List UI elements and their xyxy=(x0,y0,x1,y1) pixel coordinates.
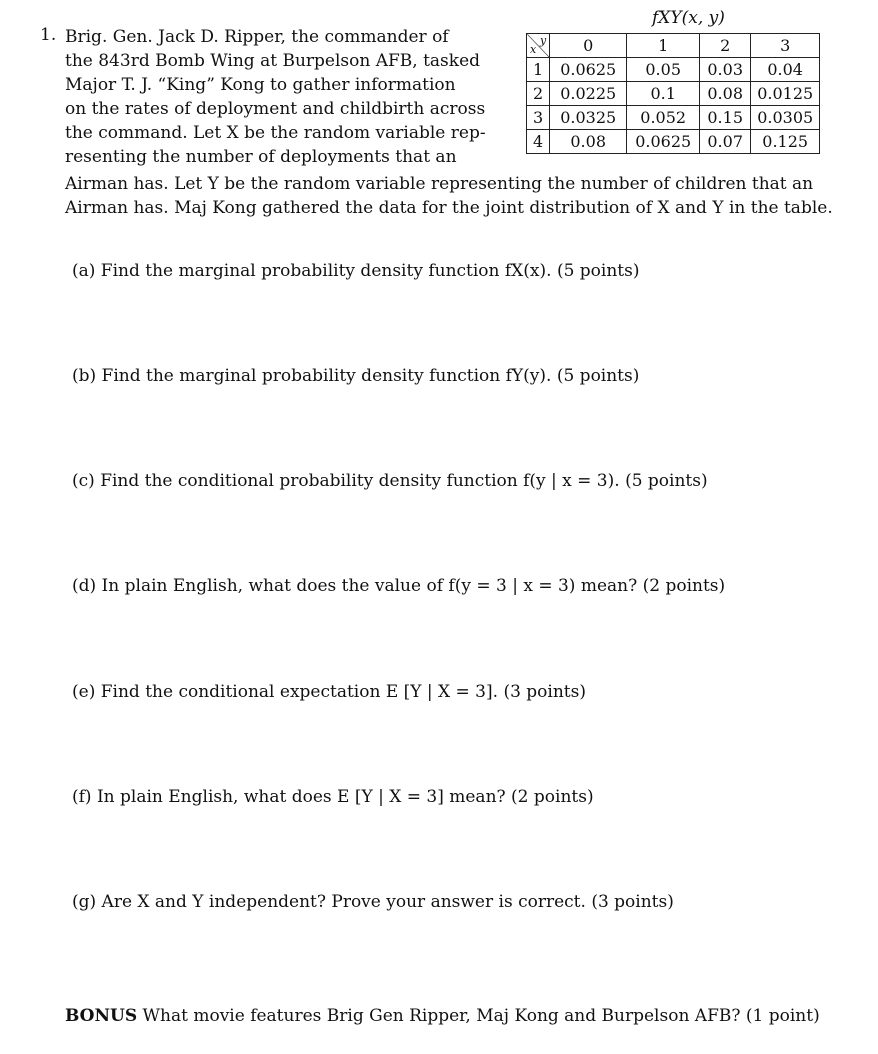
bonus-label: BONUS xyxy=(65,1006,138,1026)
table-cell: 0.0625 xyxy=(550,58,627,82)
intro-line-2: the 843rd Bomb Wing at Burpelson AFB, tasked xyxy=(65,51,481,71)
intro-line-6: resenting the number of deployments that an xyxy=(65,147,457,167)
row-header: 4 xyxy=(527,130,550,154)
bonus-question xyxy=(65,1006,820,1026)
table-cell: 0.0325 xyxy=(550,106,627,130)
bonus-text: What movie features Brig Gen Ripper, Maj Kong and Burpelson AFB? (1 point) xyxy=(137,1006,820,1026)
table-header-row xyxy=(527,34,820,58)
column-header: 3 xyxy=(751,34,820,58)
intro-line-8: Airman has. Maj Kong gathered the data for the joint distribution of X and Y in the table. xyxy=(65,198,833,218)
table-cell: 0.1 xyxy=(627,82,700,106)
table-cell: 0.07 xyxy=(700,130,751,154)
row-header: 2 xyxy=(527,82,550,106)
table-cell: 0.04 xyxy=(751,58,820,82)
table-cell: 0.08 xyxy=(550,130,627,154)
part-f: (f) In plain English, what does E [Y | X = 3] mean? (2 points) xyxy=(72,787,594,807)
table-cell: 0.0625 xyxy=(627,130,700,154)
table-cell: 0.05 xyxy=(627,58,700,82)
table-cell: 0.0125 xyxy=(751,82,820,106)
table-cell: 0.08 xyxy=(700,82,751,106)
intro-line-5: the command. Let X be the random variable rep- xyxy=(65,123,486,143)
table-cell: 0.0305 xyxy=(751,106,820,130)
column-header: 1 xyxy=(627,34,700,58)
corner-y-label: y xyxy=(539,34,547,47)
corner-x-label: x xyxy=(530,43,537,56)
table-caption: fXY(x, y) xyxy=(652,8,725,28)
table-cell: 0.15 xyxy=(700,106,751,130)
column-header: 2 xyxy=(700,34,751,58)
table-cell: 0.125 xyxy=(751,130,820,154)
part-c: (c) Find the conditional probability density function f(y | x = 3). (5 points) xyxy=(72,471,708,491)
intro-line-7: Airman has. Let Y be the random variable representing the number of children that an xyxy=(65,174,814,194)
column-header: 0 xyxy=(550,34,627,58)
table-row xyxy=(527,130,820,154)
table-cell: 0.0225 xyxy=(550,82,627,106)
question-number: 1. xyxy=(40,25,57,45)
table-corner-cell xyxy=(527,34,550,58)
part-e: (e) Find the conditional expectation E [Y | X = 3]. (3 points) xyxy=(72,682,586,702)
part-a: (a) Find the marginal probability density function fX(x). (5 points) xyxy=(72,261,640,281)
intro-line-1: Brig. Gen. Jack D. Ripper, the commander of xyxy=(65,27,449,47)
joint-distribution-table xyxy=(526,33,820,154)
table-cell: 0.03 xyxy=(700,58,751,82)
part-g: (g) Are X and Y independent? Prove your answer is correct. (3 points) xyxy=(72,892,674,912)
intro-line-4: on the rates of deployment and childbirth across xyxy=(65,99,486,119)
table-cell: 0.052 xyxy=(627,106,700,130)
part-b: (b) Find the marginal probability density function fY(y). (5 points) xyxy=(72,366,640,386)
part-d: (d) In plain English, what does the value of f(y = 3 | x = 3) mean? (2 points) xyxy=(72,576,726,596)
table-row xyxy=(527,82,820,106)
intro-line-3: Major T. J. “King” Kong to gather information xyxy=(65,75,456,95)
table-row xyxy=(527,106,820,130)
table-row xyxy=(527,58,820,82)
row-header: 1 xyxy=(527,58,550,82)
row-header: 3 xyxy=(527,106,550,130)
